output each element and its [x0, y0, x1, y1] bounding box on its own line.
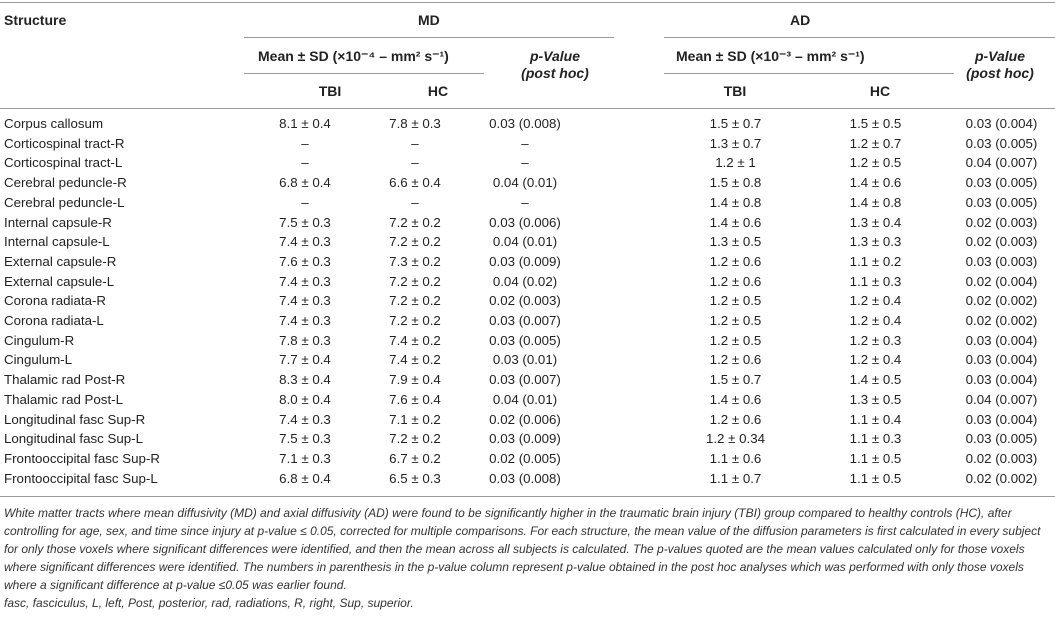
cell-structure: Longitudinal fasc Sup-L	[4, 431, 143, 447]
cell-ad-tbi: 1.2 ± 0.6	[709, 352, 762, 368]
header-md-tbi: TBI	[318, 83, 342, 99]
cell-ad-hc: 1.3 ± 0.5	[849, 391, 902, 407]
cell-ad-tbi: 1.1 ± 0.6	[709, 450, 762, 466]
footnote-abbreviations: fasc, fasciculus, L, left, Post, posterior, rad, radiations, R, right, Sup, superior.	[4, 596, 414, 610]
cell-md-pvalue: 0.04 (0.01)	[492, 391, 558, 407]
cell-md-pvalue: 0.03 (0.009)	[489, 431, 561, 447]
cell-md-pvalue: 0.03 (0.007)	[489, 313, 561, 329]
cell-ad-pvalue: 0.02 (0.002)	[965, 470, 1038, 486]
cell-ad-hc: 1.1 ± 0.4	[849, 411, 902, 427]
cell-ad-pvalue: 0.03 (0.004)	[965, 116, 1038, 131]
cell-md-tbi: 8.0 ± 0.4	[279, 391, 331, 407]
cell-md-tbi: 7.4 ± 0.3	[279, 273, 331, 289]
cell-spacer	[586, 390, 668, 410]
cell-spacer	[586, 291, 668, 311]
cell-structure: Cerebral peduncle-R	[4, 175, 127, 191]
cell-ad-pvalue: 0.03 (0.005)	[965, 175, 1038, 191]
cell-md-hc: 7.2 ± 0.2	[389, 293, 441, 309]
cell-ad-tbi: 1.2 ± 0.5	[709, 313, 762, 329]
cell-spacer	[586, 193, 668, 213]
cell-md-tbi: 7.5 ± 0.3	[279, 431, 331, 447]
cell-md-tbi: 6.8 ± 0.4	[279, 175, 331, 191]
cell-ad-pvalue: 0.04 (0.007)	[965, 155, 1038, 171]
cell-md-tbi: 7.4 ± 0.3	[279, 234, 331, 250]
cell-structure: Frontooccipital fasc Sup-L	[4, 470, 158, 486]
cell-ad-hc: 1.2 ± 0.4	[849, 352, 902, 368]
cell-md-hc: 7.4 ± 0.2	[389, 332, 441, 348]
cell-ad-tbi: 1.2 ± 0.5	[709, 293, 762, 309]
cell-structure: Cingulum-L	[4, 352, 72, 368]
cell-md-tbi: 7.4 ± 0.3	[279, 411, 331, 427]
cell-spacer	[586, 252, 668, 272]
cell-md-hc: 7.2 ± 0.2	[389, 214, 441, 230]
cell-md-hc: 6.7 ± 0.2	[389, 450, 441, 466]
md-group-rule	[244, 37, 614, 38]
cell-ad-tbi: 1.5 ± 0.7	[709, 372, 762, 388]
cell-spacer	[586, 173, 668, 193]
cell-md-tbi: 7.5 ± 0.3	[279, 214, 331, 230]
table-row	[0, 291, 1055, 311]
cell-ad-hc: 1.5 ± 0.5	[849, 116, 902, 131]
cell-ad-pvalue: 0.03 (0.004)	[965, 352, 1038, 368]
cell-md-pvalue: 0.02 (0.005)	[489, 450, 561, 466]
cell-md-pvalue: –	[521, 135, 529, 151]
bottom-rule	[0, 496, 1055, 497]
cell-ad-pvalue: 0.02 (0.002)	[965, 313, 1038, 329]
cell-ad-hc: 1.1 ± 0.3	[849, 431, 902, 447]
cell-md-tbi: –	[301, 194, 309, 210]
ad-group-rule	[664, 37, 1055, 38]
table-row	[0, 390, 1055, 410]
header-md: MD	[418, 12, 440, 28]
cell-ad-pvalue: 0.02 (0.003)	[965, 214, 1038, 230]
cell-ad-hc: 1.2 ± 0.4	[849, 313, 902, 329]
cell-md-hc: –	[411, 135, 419, 151]
cell-md-pvalue: 0.03 (0.01)	[492, 352, 558, 368]
cell-ad-hc: 1.2 ± 0.7	[849, 135, 902, 151]
cell-ad-hc: 1.2 ± 0.4	[849, 293, 902, 309]
cell-structure: External capsule-R	[4, 253, 117, 269]
cell-spacer	[586, 114, 668, 134]
table-row	[0, 232, 1055, 252]
cell-ad-tbi: 1.1 ± 0.7	[709, 470, 762, 486]
cell-spacer	[586, 134, 668, 154]
cell-ad-tbi: 1.3 ± 0.7	[709, 135, 762, 151]
cell-md-hc: 7.2 ± 0.2	[389, 313, 441, 329]
cell-spacer	[586, 350, 668, 370]
cell-md-hc: –	[411, 155, 419, 171]
cell-ad-tbi: 1.3 ± 0.5	[709, 234, 762, 250]
cell-md-hc: 7.4 ± 0.2	[389, 352, 441, 368]
cell-ad-pvalue: 0.03 (0.004)	[965, 372, 1038, 388]
cell-md-hc: 7.6 ± 0.4	[389, 391, 441, 407]
cell-structure: Internal capsule-L	[4, 234, 110, 250]
cell-md-tbi: 7.6 ± 0.3	[279, 253, 331, 269]
header-md-mean: Mean ± SD (×10⁻⁴ – mm² s⁻¹)	[258, 48, 449, 64]
cell-structure: Corticospinal tract-L	[4, 155, 123, 171]
cell-ad-tbi: 1.2 ± 0.6	[709, 253, 762, 269]
cell-md-tbi: 8.3 ± 0.4	[279, 372, 331, 388]
cell-ad-hc: 1.2 ± 0.3	[849, 332, 902, 348]
header-bottom-rule	[0, 108, 1055, 109]
cell-structure: Corona radiata-L	[4, 313, 104, 329]
cell-ad-pvalue: 0.02 (0.002)	[965, 293, 1038, 309]
cell-md-hc: 7.8 ± 0.3	[389, 116, 441, 131]
cell-md-pvalue: 0.02 (0.003)	[489, 293, 561, 309]
cell-ad-hc: 1.1 ± 0.5	[849, 450, 902, 466]
cell-ad-tbi: 1.4 ± 0.8	[709, 194, 762, 210]
cell-structure: Longitudinal fasc Sup-R	[4, 411, 146, 427]
cell-md-hc: 7.2 ± 0.2	[389, 431, 441, 447]
cell-ad-pvalue: 0.04 (0.007)	[965, 391, 1038, 407]
cell-ad-hc: 1.3 ± 0.4	[849, 214, 902, 230]
table-row	[0, 193, 1055, 213]
cell-structure: Thalamic rad Post-L	[4, 391, 123, 407]
cell-spacer	[586, 410, 668, 430]
cell-ad-tbi: 1.5 ± 0.7	[709, 116, 762, 131]
cell-spacer	[586, 331, 668, 351]
table-row	[0, 252, 1055, 272]
cell-ad-hc: 1.2 ± 0.5	[849, 155, 902, 171]
cell-ad-pvalue: 0.02 (0.003)	[965, 234, 1038, 250]
cell-ad-hc: 1.1 ± 0.5	[849, 470, 902, 486]
data-table	[0, 114, 1055, 488]
cell-ad-pvalue: 0.03 (0.005)	[965, 135, 1038, 151]
cell-structure: Corticospinal tract-R	[4, 135, 125, 151]
header-md-pvalue	[510, 48, 600, 82]
cell-md-pvalue: 0.03 (0.006)	[489, 214, 561, 230]
cell-ad-pvalue: 0.03 (0.004)	[965, 411, 1038, 427]
cell-md-hc: 7.3 ± 0.2	[389, 253, 441, 269]
cell-ad-pvalue: 0.03 (0.005)	[965, 194, 1038, 210]
cell-structure: Internal capsule-R	[4, 214, 112, 230]
table-row	[0, 370, 1055, 390]
header-structure: Structure	[4, 12, 67, 28]
table-row	[0, 410, 1055, 430]
cell-spacer	[586, 311, 668, 331]
cell-md-tbi: 8.1 ± 0.4	[279, 116, 331, 131]
table-row	[0, 429, 1055, 449]
cell-spacer	[586, 272, 668, 292]
cell-md-tbi: 7.4 ± 0.3	[279, 293, 331, 309]
cell-md-pvalue: 0.04 (0.02)	[492, 273, 558, 289]
cell-ad-tbi: 1.4 ± 0.6	[709, 214, 762, 230]
cell-ad-tbi: 1.2 ± 0.5	[709, 332, 762, 348]
table-row	[0, 114, 1055, 134]
table-row	[0, 153, 1055, 173]
cell-ad-hc: 1.3 ± 0.3	[849, 234, 902, 250]
header-ad-pvalue-line1: p-Value	[974, 48, 1026, 64]
cell-structure: External capsule-L	[4, 273, 115, 289]
footnote-main: White matter tracts where mean diffusivity (MD) and axial diffusivity (AD) were found to be significantly higher in the traumatic brain injury (TBI) group compared to healthy controls (HC), after controlling for age, sex, and time since injury at p-value ≤ 0.05, corrected for multiple comparisons. For each structure, the mean value of the diffusion parameters is first calculated in every subject for only those voxels where significant differences were identified, and then the mean across all subjects is calculated. The p-values quoted are the mean values calculated only for those voxels where significant differences were identified. The numbers in parenthesis in the p-value column represent p-value obtained in the post hoc analyses which was performed with only those voxels where a significant difference at p-value ≤0.05 was earlier found.	[4, 506, 1041, 592]
header-ad: AD	[790, 12, 811, 28]
cell-md-pvalue: 0.03 (0.005)	[489, 332, 561, 348]
cell-spacer	[586, 370, 668, 390]
cell-spacer	[586, 213, 668, 233]
cell-md-hc: 7.1 ± 0.2	[389, 411, 441, 427]
table-row	[0, 469, 1055, 489]
cell-ad-tbi: 1.2 ± 0.6	[709, 273, 762, 289]
table-row	[0, 272, 1055, 292]
header-md-pvalue-line2: (post hoc)	[521, 65, 589, 81]
cell-ad-tbi: 1.2 ± 0.34	[705, 431, 766, 447]
cell-ad-tbi: 1.4 ± 0.6	[709, 391, 762, 407]
table-row	[0, 213, 1055, 233]
cell-md-tbi: –	[301, 155, 309, 171]
cell-md-tbi: 7.1 ± 0.3	[279, 450, 331, 466]
ad-mean-rule	[664, 73, 954, 74]
cell-md-pvalue: 0.03 (0.008)	[489, 116, 561, 131]
cell-md-pvalue: –	[521, 155, 529, 171]
cell-md-pvalue: 0.04 (0.01)	[492, 234, 558, 250]
table-row	[0, 173, 1055, 193]
md-mean-rule	[244, 73, 484, 74]
cell-ad-hc: 1.4 ± 0.8	[849, 194, 902, 210]
table-row	[0, 311, 1055, 331]
cell-ad-pvalue: 0.03 (0.003)	[965, 253, 1038, 269]
footnote	[4, 504, 1049, 612]
cell-ad-hc: 1.1 ± 0.3	[849, 273, 902, 289]
table-row	[0, 134, 1055, 154]
cell-md-hc: –	[411, 194, 419, 210]
cell-structure: Corpus callosum	[4, 116, 104, 131]
cell-md-tbi: 7.4 ± 0.3	[279, 313, 331, 329]
table-row	[0, 331, 1055, 351]
cell-md-tbi: 7.8 ± 0.3	[279, 332, 331, 348]
cell-structure: Corona radiata-R	[4, 293, 106, 309]
cell-structure: Cerebral peduncle-L	[4, 194, 125, 210]
header-ad-hc: HC	[869, 83, 891, 99]
cell-md-hc: 7.9 ± 0.4	[389, 372, 441, 388]
cell-ad-hc: 1.1 ± 0.2	[849, 253, 902, 269]
cell-md-tbi: –	[301, 135, 309, 151]
table-row	[0, 449, 1055, 469]
cell-md-pvalue: 0.04 (0.01)	[492, 175, 558, 191]
cell-ad-tbi: 1.5 ± 0.8	[709, 175, 762, 191]
cell-spacer	[586, 429, 668, 449]
cell-md-pvalue: 0.03 (0.009)	[489, 253, 561, 269]
cell-md-pvalue: 0.03 (0.007)	[489, 372, 561, 388]
header-md-pvalue-line1: p-Value	[529, 48, 581, 64]
header-md-hc: HC	[427, 83, 449, 99]
top-rule	[0, 2, 1055, 3]
cell-md-pvalue: 0.02 (0.006)	[489, 411, 561, 427]
cell-ad-pvalue: 0.03 (0.005)	[965, 431, 1038, 447]
cell-md-hc: 7.2 ± 0.2	[389, 234, 441, 250]
cell-ad-tbi: 1.2 ± 0.6	[709, 411, 762, 427]
header-ad-tbi: TBI	[723, 83, 747, 99]
cell-ad-pvalue: 0.02 (0.004)	[965, 273, 1038, 289]
cell-spacer	[586, 232, 668, 252]
cell-ad-tbi: 1.2 ± 1	[715, 155, 756, 171]
cell-md-tbi: 6.8 ± 0.4	[279, 470, 331, 486]
header-ad-pvalue	[950, 48, 1050, 82]
cell-ad-hc: 1.4 ± 0.6	[849, 175, 902, 191]
header-ad-pvalue-line2: (post hoc)	[966, 65, 1034, 81]
cell-structure: Thalamic rad Post-R	[4, 372, 126, 388]
cell-spacer	[586, 449, 668, 469]
cell-structure: Cingulum-R	[4, 332, 75, 348]
header-ad-mean: Mean ± SD (×10⁻³ – mm² s⁻¹)	[676, 48, 865, 64]
cell-ad-pvalue: 0.02 (0.003)	[965, 450, 1038, 466]
cell-md-hc: 7.2 ± 0.2	[389, 273, 441, 289]
table-body	[0, 114, 1055, 488]
cell-md-pvalue: –	[521, 194, 529, 210]
cell-ad-hc: 1.4 ± 0.5	[849, 372, 902, 388]
cell-md-pvalue: 0.03 (0.008)	[489, 470, 561, 486]
cell-md-tbi: 7.7 ± 0.4	[279, 352, 331, 368]
cell-spacer	[586, 469, 668, 489]
table-row	[0, 350, 1055, 370]
cell-md-hc: 6.6 ± 0.4	[389, 175, 441, 191]
cell-spacer	[586, 153, 668, 173]
cell-ad-pvalue: 0.03 (0.004)	[965, 332, 1038, 348]
cell-md-hc: 6.5 ± 0.3	[389, 470, 441, 486]
cell-structure: Frontooccipital fasc Sup-R	[4, 450, 160, 466]
